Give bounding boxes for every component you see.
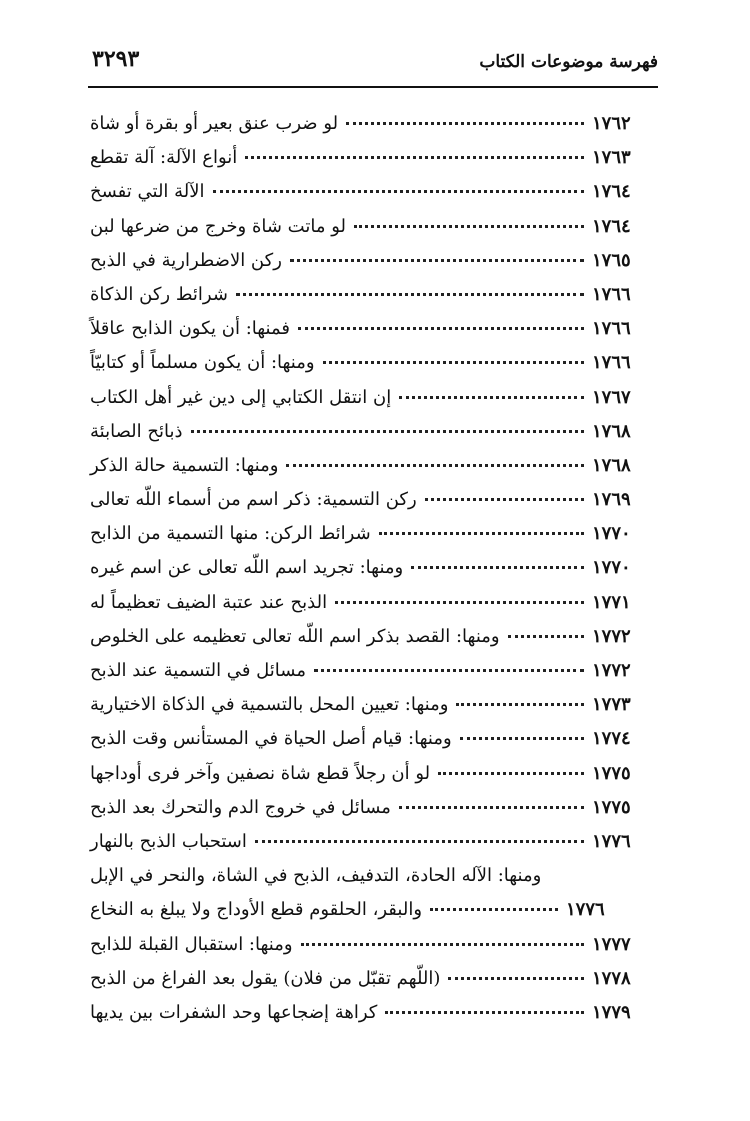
toc-entry-page: ١٧٦٣ bbox=[592, 147, 631, 169]
toc-entry-page: ١٧٧٨ bbox=[592, 967, 631, 989]
toc-entry-title: ركن التسمية: ذكر اسم من أسماء اللّه تعالى bbox=[90, 489, 417, 511]
toc-entry-title: ومنها: تعيين المحل بالتسمية في الذكاة الاختيارية bbox=[90, 694, 449, 716]
toc-entry-page: ١٧٧٢ bbox=[592, 660, 631, 681]
toc-entry-page: ١٧٧١ bbox=[592, 591, 631, 613]
leader-dots bbox=[314, 668, 584, 672]
leader-dots bbox=[399, 395, 584, 399]
toc-entry[interactable] bbox=[90, 763, 650, 797]
toc-entry[interactable] bbox=[90, 626, 650, 660]
toc-entry[interactable] bbox=[90, 455, 650, 489]
toc-entry-title: استحباب الذبح بالنهار bbox=[90, 830, 247, 852]
toc-entry[interactable] bbox=[90, 489, 650, 523]
page-header bbox=[92, 44, 658, 84]
toc-entry[interactable] bbox=[90, 387, 650, 421]
toc-entry-page: ١٧٦٨ bbox=[592, 420, 631, 442]
toc-entry-page: ١٧٧٦ bbox=[592, 830, 631, 852]
toc-entry-page: ١٧٧٣ bbox=[592, 694, 631, 716]
toc-entry-title: لو ضرب عنق بعير أو بقرة أو شاة bbox=[90, 113, 339, 134]
leader-dots bbox=[323, 360, 584, 364]
toc-entry-title: شرائط الركن: منها التسمية من الذابح bbox=[90, 523, 371, 545]
toc-entry-title: إن انتقل الكتابي إلى دين غير أهل الكتاب bbox=[90, 386, 392, 408]
toc-entry-page: ١٧٧٥ bbox=[592, 762, 631, 784]
toc-entry-page: ١٧٦٩ bbox=[592, 489, 631, 511]
toc-entry[interactable] bbox=[90, 660, 650, 694]
leader-dots bbox=[255, 839, 584, 843]
toc-entry-page: ١٧٦٥ bbox=[592, 249, 631, 271]
toc-entry[interactable] bbox=[90, 284, 650, 318]
leader-dots bbox=[456, 702, 584, 706]
leader-dots bbox=[399, 805, 584, 809]
leader-dots bbox=[290, 258, 584, 262]
toc-entry-page: ١٧٦٧ bbox=[592, 386, 631, 408]
toc-entry-page: ١٧٧٧ bbox=[592, 933, 631, 955]
toc-entry[interactable] bbox=[90, 557, 650, 591]
leader-dots bbox=[354, 224, 584, 228]
leader-dots bbox=[508, 634, 584, 638]
page-title: فهرسة موضوعات الكتاب bbox=[479, 52, 658, 72]
toc-entry-title: ومنها: القصد بذكر اسم اللّه تعالى تعظيمه على الخلوص bbox=[90, 625, 500, 647]
toc-entry-page: ١٧٦٤ bbox=[592, 181, 631, 203]
toc-entry[interactable] bbox=[90, 216, 650, 250]
toc-entry-title: مسائل في التسمية عند الذبح bbox=[90, 660, 306, 681]
leader-dots bbox=[286, 463, 584, 467]
toc-entry[interactable] bbox=[90, 1002, 650, 1036]
leader-dots bbox=[448, 976, 584, 980]
toc-entry-title: ومنها: قيام أصل الحياة في المستأنس وقت الذبح bbox=[90, 728, 452, 750]
toc-entry-page: ١٧٧٥ bbox=[592, 796, 631, 818]
page-number: ٣٢٩٣ bbox=[92, 46, 140, 72]
toc-entry-title: ركن الاضطرارية في الذبح bbox=[90, 249, 282, 271]
toc-entry-page: ١٧٦٦ bbox=[592, 352, 631, 374]
toc-entry[interactable] bbox=[90, 318, 650, 352]
toc-entry-title: أنواع الآلة: آلة تقطع bbox=[90, 147, 238, 169]
toc-entry[interactable] bbox=[90, 592, 650, 626]
toc-entry-page: ١٧٦٤ bbox=[592, 215, 631, 237]
toc-entry-page: ١٧٧٠ bbox=[592, 557, 631, 579]
leader-dots bbox=[385, 1010, 584, 1014]
toc-entry-title: كراهة إضجاعها وحد الشفرات بين يديها bbox=[90, 1001, 378, 1023]
toc-entry-page: ١٧٦٦ bbox=[592, 318, 631, 340]
toc-entry-page: ١٧٧٦ bbox=[566, 899, 605, 921]
toc-entry[interactable] bbox=[90, 181, 650, 215]
table-of-contents bbox=[90, 113, 650, 1036]
toc-entry-title: شرائط ركن الذكاة bbox=[90, 283, 228, 305]
toc-entry-title: الذبح عند عتبة الضيف تعظيماً له bbox=[90, 591, 328, 613]
toc-entry-page: ١٧٧٤ bbox=[592, 728, 631, 750]
leader-dots bbox=[346, 121, 584, 125]
toc-entry-page: ١٧٦٨ bbox=[592, 454, 631, 476]
toc-entry-title: ذبائح الصابئة bbox=[90, 420, 183, 442]
leader-dots bbox=[379, 531, 584, 535]
toc-entry[interactable] bbox=[90, 694, 650, 728]
toc-entry[interactable] bbox=[90, 865, 650, 899]
toc-entry-page: ١٧٧٩ bbox=[592, 1001, 631, 1023]
toc-entry-title: لو أن رجلاً قطع شاة نصفين وآخر فرى أوداجها bbox=[90, 762, 431, 784]
toc-entry-title: والبقر، الحلقوم قطع الأوداج ولا يبلغ به النخاع bbox=[90, 899, 423, 921]
toc-entry[interactable] bbox=[90, 113, 650, 147]
toc-entry-title: ومنها: استقبال القبلة للذابح bbox=[90, 933, 293, 955]
toc-entry-page: ١٧٦٦ bbox=[592, 283, 631, 305]
leader-dots bbox=[236, 292, 584, 296]
toc-entry[interactable] bbox=[90, 934, 650, 968]
toc-entry[interactable] bbox=[90, 523, 650, 557]
toc-entry[interactable] bbox=[90, 899, 650, 933]
toc-entry-title: ومنها: التسمية حالة الذكر bbox=[90, 454, 279, 476]
toc-entry-title: لو ماتت شاة وخرج من ضرعها لبن bbox=[90, 215, 346, 237]
leader-dots bbox=[335, 600, 584, 604]
toc-entry[interactable] bbox=[90, 421, 650, 455]
toc-entry[interactable] bbox=[90, 250, 650, 284]
toc-entry-title: ومنها: أن يكون مسلماً أو كتابيّاً bbox=[90, 352, 315, 374]
leader-dots bbox=[301, 942, 584, 946]
toc-entry[interactable] bbox=[90, 831, 650, 865]
leader-dots bbox=[191, 429, 584, 433]
toc-entry[interactable] bbox=[90, 728, 650, 762]
toc-entry-title: ومنها: الآله الحادة، التدفيف، الذبح في الشاة، والنحر في الإبل bbox=[90, 865, 542, 887]
leader-dots bbox=[438, 771, 584, 775]
leader-dots bbox=[460, 736, 584, 740]
toc-entry-title: فمنها: أن يكون الذابح عاقلاً bbox=[90, 318, 290, 340]
toc-entry-page: ١٧٦٢ bbox=[592, 113, 631, 134]
toc-entry[interactable] bbox=[90, 352, 650, 386]
leader-dots bbox=[425, 497, 584, 501]
toc-entry-title: الآلة التي تفسخ bbox=[90, 181, 205, 203]
toc-entry-title: مسائل في خروج الدم والتحرك بعد الذبح bbox=[90, 796, 391, 818]
leader-dots bbox=[245, 155, 584, 159]
toc-entry[interactable] bbox=[90, 147, 650, 181]
toc-entry-title: (اللّهم تقبّل من فلان) يقول بعد الفراغ من الذبح bbox=[90, 967, 441, 989]
toc-entry-page: ١٧٧٢ bbox=[592, 625, 631, 647]
leader-dots bbox=[411, 565, 584, 569]
toc-entry-title: ومنها: تجريد اسم اللّه تعالى عن اسم غيره bbox=[90, 557, 404, 579]
leader-dots bbox=[298, 326, 584, 330]
leader-dots bbox=[430, 907, 558, 911]
toc-entry[interactable] bbox=[90, 968, 650, 1002]
toc-entry[interactable] bbox=[90, 797, 650, 831]
toc-entry-page: ١٧٧٠ bbox=[592, 523, 631, 545]
leader-dots bbox=[213, 189, 584, 193]
header-rule bbox=[88, 86, 658, 88]
